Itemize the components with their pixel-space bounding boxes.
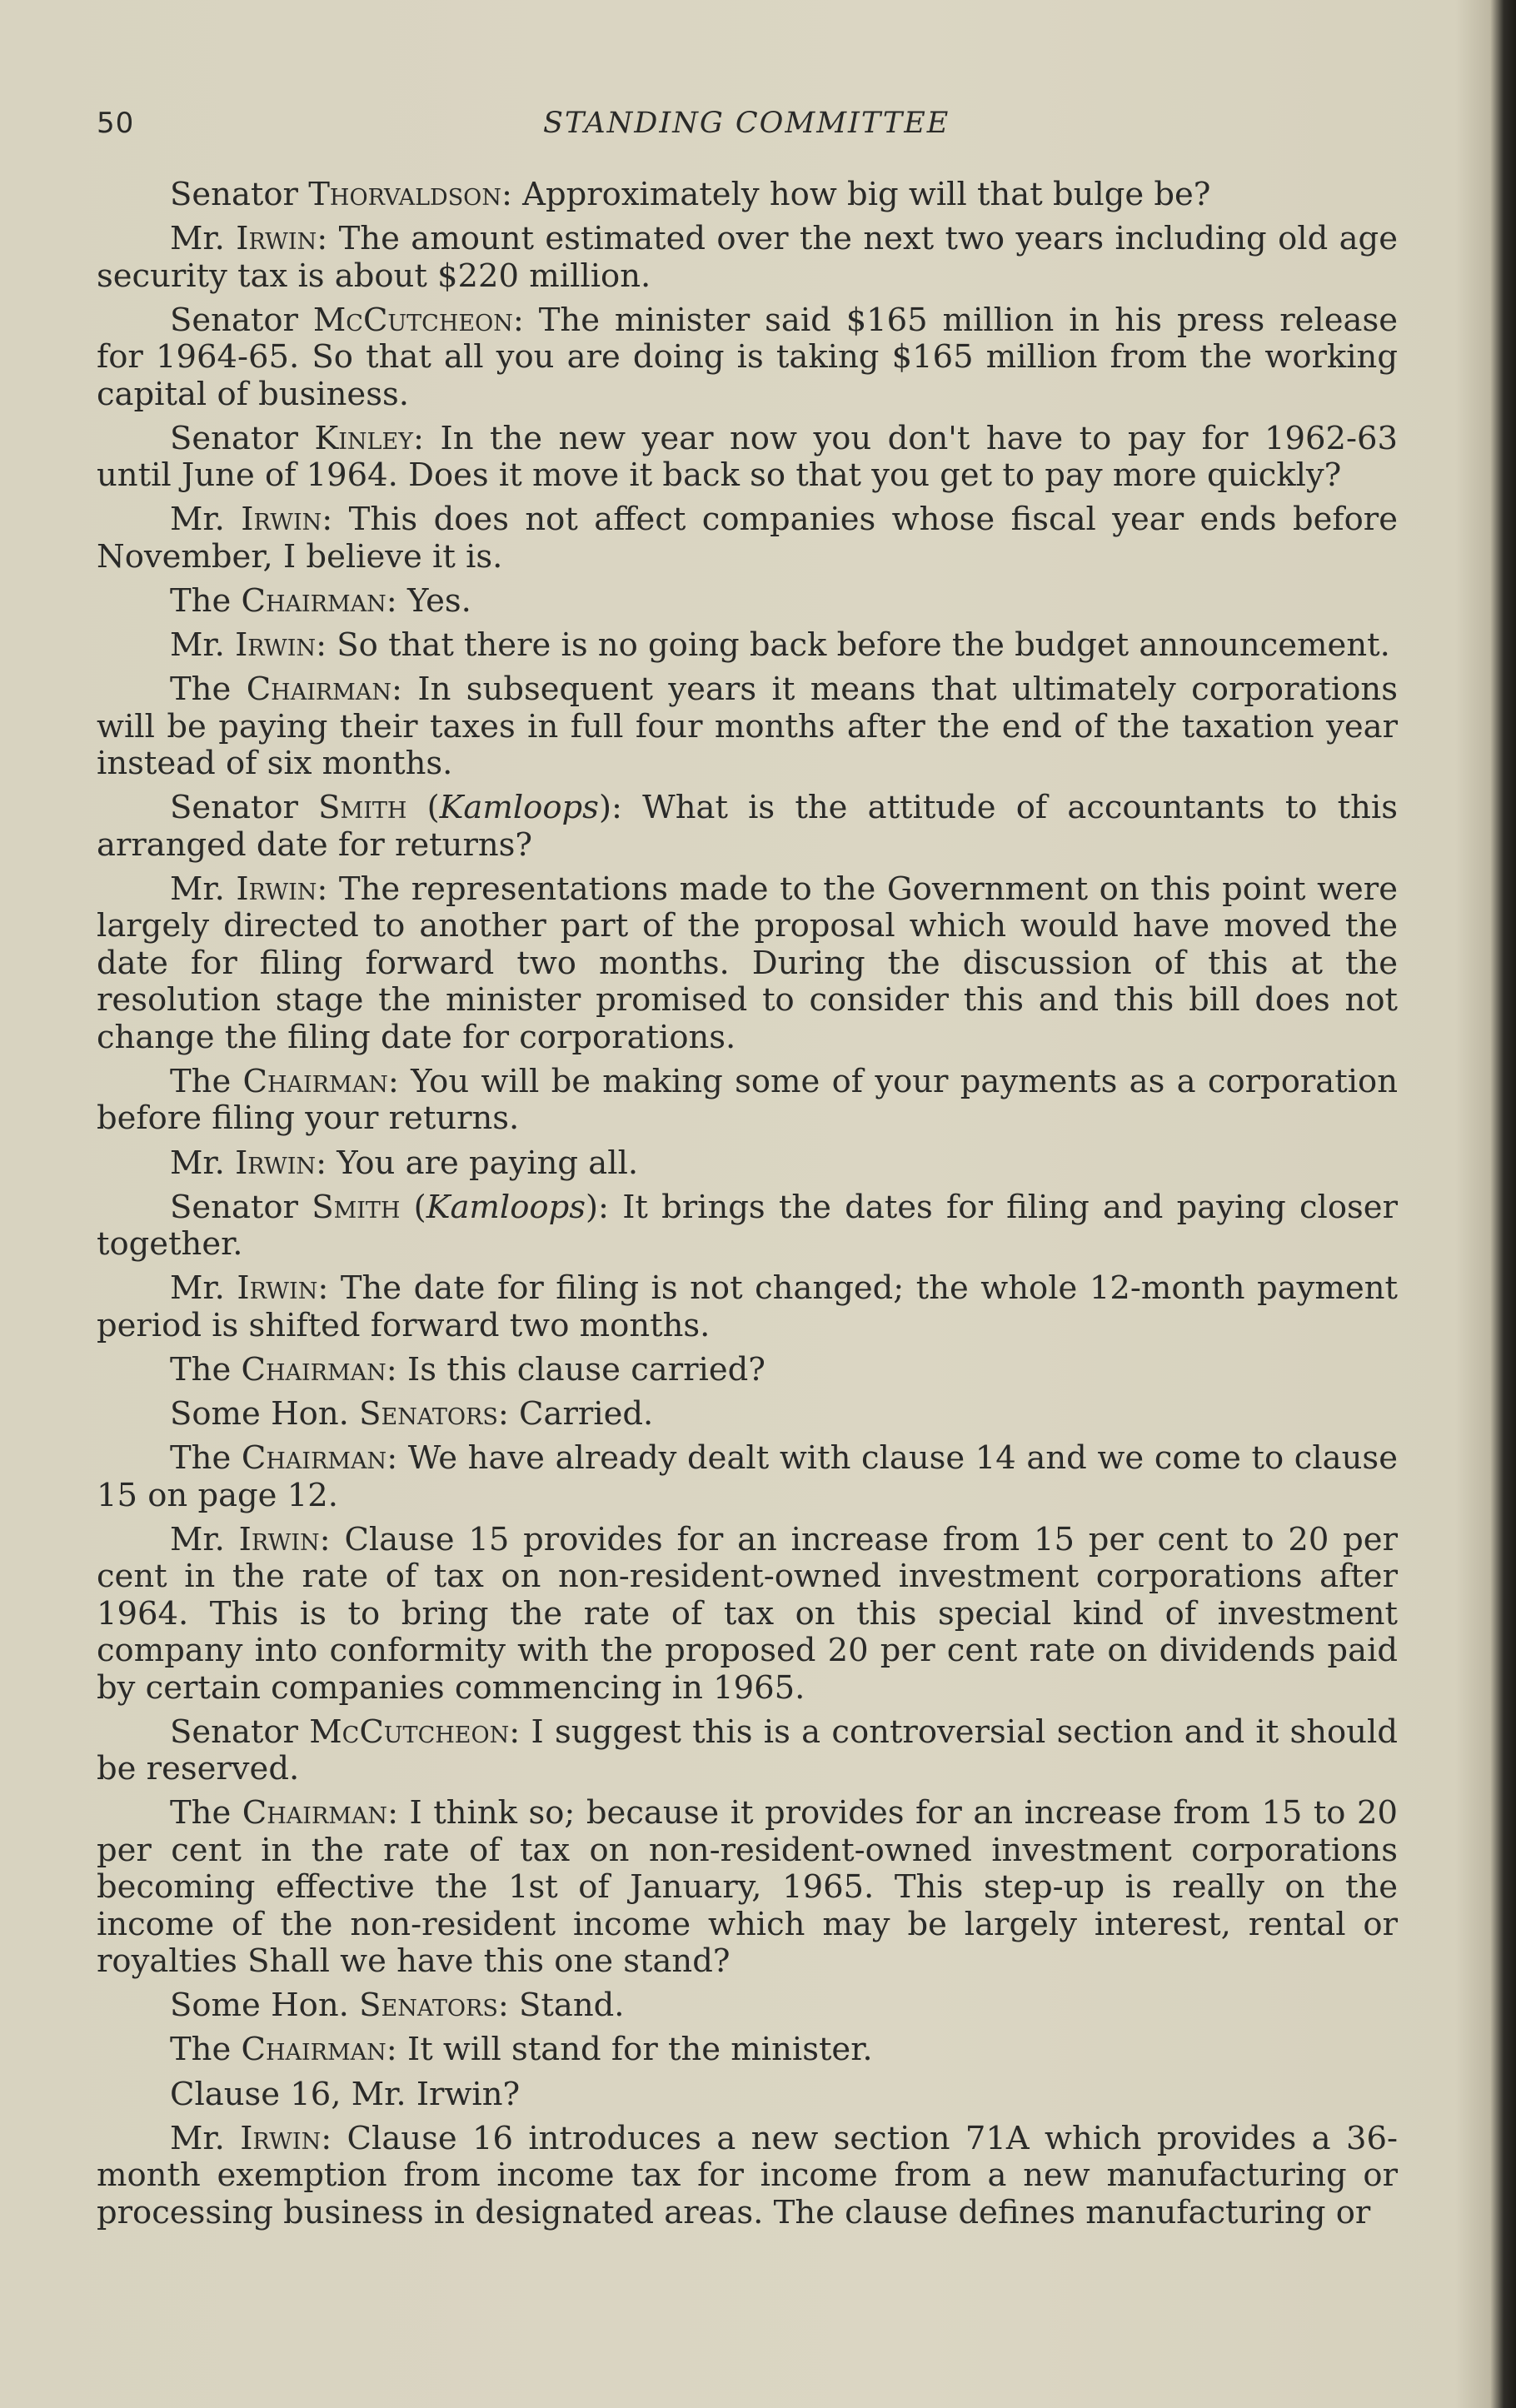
speech-text: : Approximately how big will that bulge be? bbox=[501, 176, 1211, 213]
running-title: STANDING COMMITTEE bbox=[543, 107, 950, 140]
speech-text: : You are paying all. bbox=[316, 1144, 639, 1182]
speaker-title: The bbox=[170, 1350, 232, 1388]
speaker-title: Mr. bbox=[170, 626, 225, 665]
speaker-name: Senators bbox=[359, 1987, 498, 2025]
speaker-riding-close: ) bbox=[586, 1188, 599, 1226]
speaker-title: Senator bbox=[170, 301, 298, 339]
speech-text: : In the new year now you don't have to pay for 1962-63 until June of 1964. Does it move it back so that you get to pay more quickly? bbox=[97, 419, 1398, 495]
speaker-title: Senator bbox=[170, 419, 298, 457]
transcript-paragraph bbox=[97, 1714, 1398, 1788]
transcript-paragraph bbox=[97, 501, 1398, 576]
speaker-title: Mr. bbox=[170, 870, 225, 908]
speaker-name: McCutcheon bbox=[312, 301, 513, 339]
speech-text: : Carried. bbox=[497, 1394, 654, 1433]
speaker-name: Irwin bbox=[238, 1520, 320, 1558]
speaker-title: Some Hon. bbox=[170, 1987, 349, 2025]
transcript-paragraph bbox=[97, 1270, 1398, 1344]
speaker-riding: Kamloops bbox=[439, 789, 599, 827]
transcript-paragraph bbox=[97, 871, 1398, 1057]
transcript-paragraph bbox=[97, 1522, 1398, 1708]
speech-text: : I think so; because it provides for an increase from 15 to 20 per cent in the rate of tax on non-resident-owned investment corporations becoming effective the 1st of January, 1965. This step-up is really on the income of the non-resident income which may be largely interest, rental or royalties Shall we have this one stand? bbox=[97, 1794, 1398, 1981]
speech-text: : The representations made to the Government on this point were largely directed to another part of the proposal which would have moved the date for filing forward two months. During the discussion of this at the resolution stage the minister promised to consider this and this bill does not change the filing date for corporations. bbox=[97, 870, 1398, 1056]
transcript-paragraph bbox=[97, 1064, 1398, 1138]
speaker-name: Chairman bbox=[241, 581, 386, 620]
transcript-paragraph bbox=[97, 583, 1398, 621]
speaker-name: Smith bbox=[318, 789, 407, 827]
speaker-name: Kinley bbox=[314, 419, 414, 457]
transcript-paragraph bbox=[97, 2076, 1398, 2114]
speaker-title: Some Hon. bbox=[170, 1394, 349, 1433]
speaker-title: Mr. bbox=[170, 1520, 225, 1558]
speech-text: : We have already dealt with clause 14 and we come to clause 15 on page 12. bbox=[97, 1439, 1398, 1514]
speech-text: : It brings the dates for filing and paying closer together. bbox=[97, 1188, 1398, 1264]
transcript-paragraph bbox=[97, 421, 1398, 495]
speaker-name: Chairman bbox=[241, 1439, 387, 1477]
transcript-paragraph bbox=[97, 1352, 1398, 1389]
speech-text: Clause 16, Mr. Irwin? bbox=[170, 2075, 521, 2113]
speaker-title: The bbox=[170, 2031, 232, 2069]
speech-text: : Yes. bbox=[386, 581, 471, 620]
speech-text: : In subsequent years it means that ultimately corporations will be paying their taxes in full four months after the end of the taxation year instead of six months. bbox=[97, 671, 1398, 783]
speaker-name: Senators bbox=[359, 1394, 498, 1433]
speaker-name: Irwin bbox=[240, 2119, 322, 2157]
transcript-paragraph bbox=[97, 671, 1398, 783]
speaker-title: Senator bbox=[170, 789, 298, 827]
transcript-paragraph bbox=[97, 1440, 1398, 1514]
transcript-paragraph: Senator Smith (Kamloops): What is the attitude of accountants to this arranged date for returns? bbox=[97, 789, 1398, 864]
speaker-name: Irwin bbox=[241, 501, 322, 539]
speech-text: : This does not affect companies whose fiscal year ends before November, I believe it is. bbox=[97, 501, 1398, 576]
speaker-name: Chairman bbox=[241, 1350, 386, 1388]
transcript-paragraph bbox=[97, 1795, 1398, 1981]
speaker-title: Mr. bbox=[170, 220, 225, 258]
speech-text: : So that there is no going back before the budget announcement. bbox=[316, 626, 1390, 665]
speaker-title: Senator bbox=[170, 1188, 298, 1226]
transcript-paragraph bbox=[97, 1145, 1398, 1183]
speech-text: : The amount estimated over the next two years including old age security tax is about $220 million. bbox=[97, 220, 1398, 295]
transcript-paragraph bbox=[97, 1987, 1398, 2025]
transcript-paragraph: Senator Smith (Kamloops): It brings the dates for filing and paying closer together. bbox=[97, 1188, 1398, 1264]
speaker-title: The bbox=[170, 581, 232, 620]
speaker-title: Senator bbox=[170, 176, 298, 213]
speech-text: : You will be making some of your payments as a corporation before filing your returns. bbox=[97, 1062, 1398, 1138]
speaker-name: Irwin bbox=[236, 870, 317, 908]
speech-text: : I suggest this is a controversial section and it should be reserved. bbox=[97, 1713, 1398, 1788]
speech-text: : The date for filing is not changed; the whole 12-month payment period is shifted forward two months. bbox=[97, 1269, 1398, 1344]
speaker-riding-close: ) bbox=[598, 789, 611, 827]
speaker-title: The bbox=[170, 1439, 232, 1477]
transcript-paragraph bbox=[97, 2032, 1398, 2069]
transcript-paragraph bbox=[97, 1396, 1398, 1433]
transcript-paragraph bbox=[97, 177, 1398, 214]
speaker-name: Irwin bbox=[235, 1144, 317, 1182]
speaker-title: The bbox=[170, 1794, 232, 1832]
speech-text: : The minister said $165 million in his press release for 1964-65. So that all you are doing is taking $165 million from the working capital of business. bbox=[97, 301, 1398, 413]
speaker-name: Irwin bbox=[236, 220, 317, 258]
speaker-title: Mr. bbox=[170, 501, 225, 539]
speaker-name: Chairman bbox=[246, 671, 391, 709]
transcript-paragraph bbox=[97, 2121, 1398, 2232]
transcript-paragraph bbox=[97, 221, 1398, 295]
speaker-name: Irwin bbox=[235, 626, 317, 665]
page-number: 50 bbox=[97, 107, 135, 140]
speech-text: : Stand. bbox=[497, 1987, 625, 2025]
speaker-title: The bbox=[170, 671, 232, 709]
speech-text: : What is the attitude of accountants to this arranged date for returns? bbox=[97, 789, 1398, 864]
speaker-name: Smith bbox=[312, 1188, 401, 1226]
speech-text: : Clause 16 introduces a new section 71A which provides a 36-month exemption from income tax for income from a new manufacturing or processing business in designated areas. The clause defines manufacturing or bbox=[97, 2119, 1398, 2231]
transcript-paragraph bbox=[97, 302, 1398, 414]
speaker-title: Mr. bbox=[170, 1269, 225, 1308]
page-header bbox=[97, 107, 1396, 145]
speaker-riding: Kamloops bbox=[426, 1188, 586, 1226]
speaker-name: McCutcheon bbox=[309, 1713, 510, 1751]
speaker-title: Mr. bbox=[170, 2119, 225, 2157]
speaker-name: Chairman bbox=[242, 1794, 388, 1832]
speaker-title: Mr. bbox=[170, 1144, 225, 1182]
speaker-name: Chairman bbox=[241, 2031, 386, 2069]
speaker-title: The bbox=[170, 1062, 232, 1100]
speaker-name: Chairman bbox=[242, 1062, 388, 1100]
transcript-body bbox=[97, 177, 1398, 2239]
speaker-name: Irwin bbox=[237, 1269, 318, 1308]
transcript-paragraph bbox=[97, 627, 1398, 665]
speech-text: : Is this clause carried? bbox=[386, 1350, 765, 1388]
speech-text: : Clause 15 provides for an increase from 15 per cent to 20 per cent in the rate of tax on non-resident-owned investment corporations after 1964. This is to bring the rate of tax on this special kind of investment company into conformity with the proposed 20 per cent rate on dividends paid by certain companies commencing in 1965. bbox=[97, 1520, 1398, 1707]
speaker-name: Thorvaldson bbox=[308, 176, 501, 213]
speaker-title: Senator bbox=[170, 1713, 298, 1751]
speech-text: : It will stand for the minister. bbox=[386, 2031, 873, 2069]
